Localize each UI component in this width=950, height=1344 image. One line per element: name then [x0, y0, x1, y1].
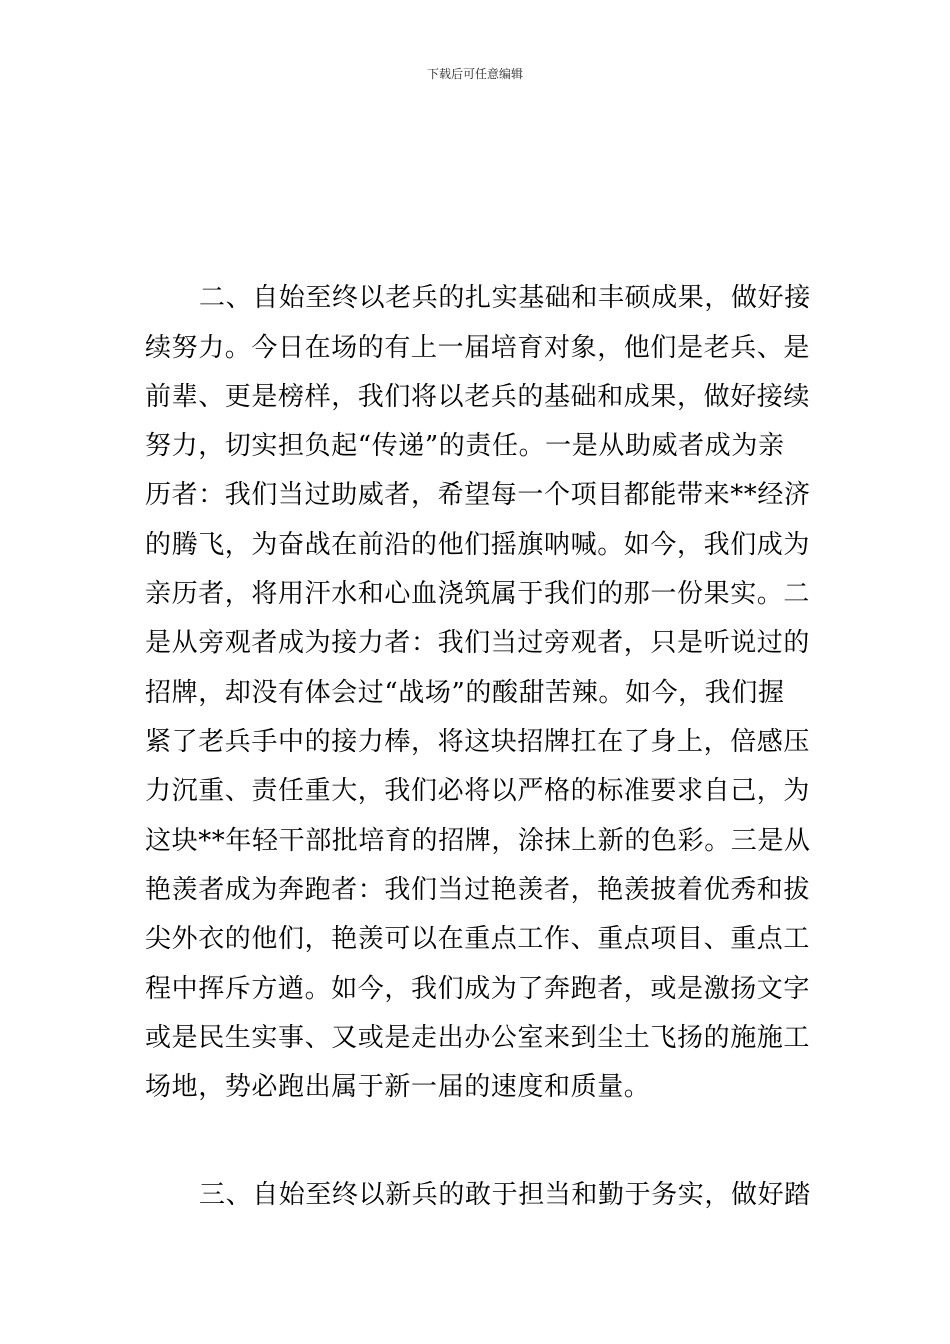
paragraph-line: 历者：我们当过助威者，希望每一个项目都能带来**经济 — [145, 480, 811, 510]
paragraph-line: 前辈、更是榜样，我们将以老兵的基础和成果，做好接续 — [145, 382, 811, 412]
paragraph-line: 三、自始至终以新兵的敢于担当和勤于务实，做好踏 — [199, 1180, 811, 1210]
paragraph-line: 紧了老兵手中的接力棒，将这块招牌扛在了身上，倍感压 — [145, 727, 811, 757]
page-header-note: 下载后可任意编辑 — [426, 67, 523, 81]
paragraph-line: 二、自始至终以老兵的扎实基础和丰硕成果，做好接 — [199, 283, 811, 313]
paragraph-line: 是从旁观者成为接力者：我们当过旁观者，只是听说过的 — [145, 628, 811, 658]
paragraph-line: 的腾飞，为奋战在前沿的他们摇旗呐喊。如今，我们成为 — [145, 530, 811, 560]
paragraph-line: 尖外衣的他们，艳羡可以在重点工作、重点项目、重点工 — [145, 924, 811, 954]
paragraph-line: 场地，势必跑出属于新一届的速度和质量。 — [145, 1072, 651, 1102]
paragraph-line: 程中挥斥方遒。如今，我们成为了奔跑者，或是激扬文字 — [145, 974, 811, 1004]
paragraph-line: 或是民生实事、又或是走出办公室来到尘土飞扬的施施工 — [145, 1023, 811, 1053]
paragraph-line: 这块**年轻干部批培育的招牌，涂抹上新的色彩。三是从 — [145, 826, 811, 856]
paragraph-line: 亲历者，将用汗水和心血浇筑属于我们的那一份果实。二 — [145, 579, 811, 609]
paragraph-line: 招牌，却没有体会过“战场”的酸甜苦辣。如今，我们握 — [145, 678, 785, 708]
paragraph-line: 艳羡者成为奔跑者：我们当过艳羡者，艳羡披着优秀和拔 — [145, 875, 811, 905]
paragraph-line: 力沉重、责任重大，我们必将以严格的标准要求自己，为 — [145, 776, 811, 806]
paragraph-line: 努力，切实担负起“传递”的责任。一是从助威者成为亲 — [145, 431, 785, 461]
paragraph-line: 续努力。今日在场的有上一届培育对象，他们是老兵、是 — [145, 333, 811, 363]
